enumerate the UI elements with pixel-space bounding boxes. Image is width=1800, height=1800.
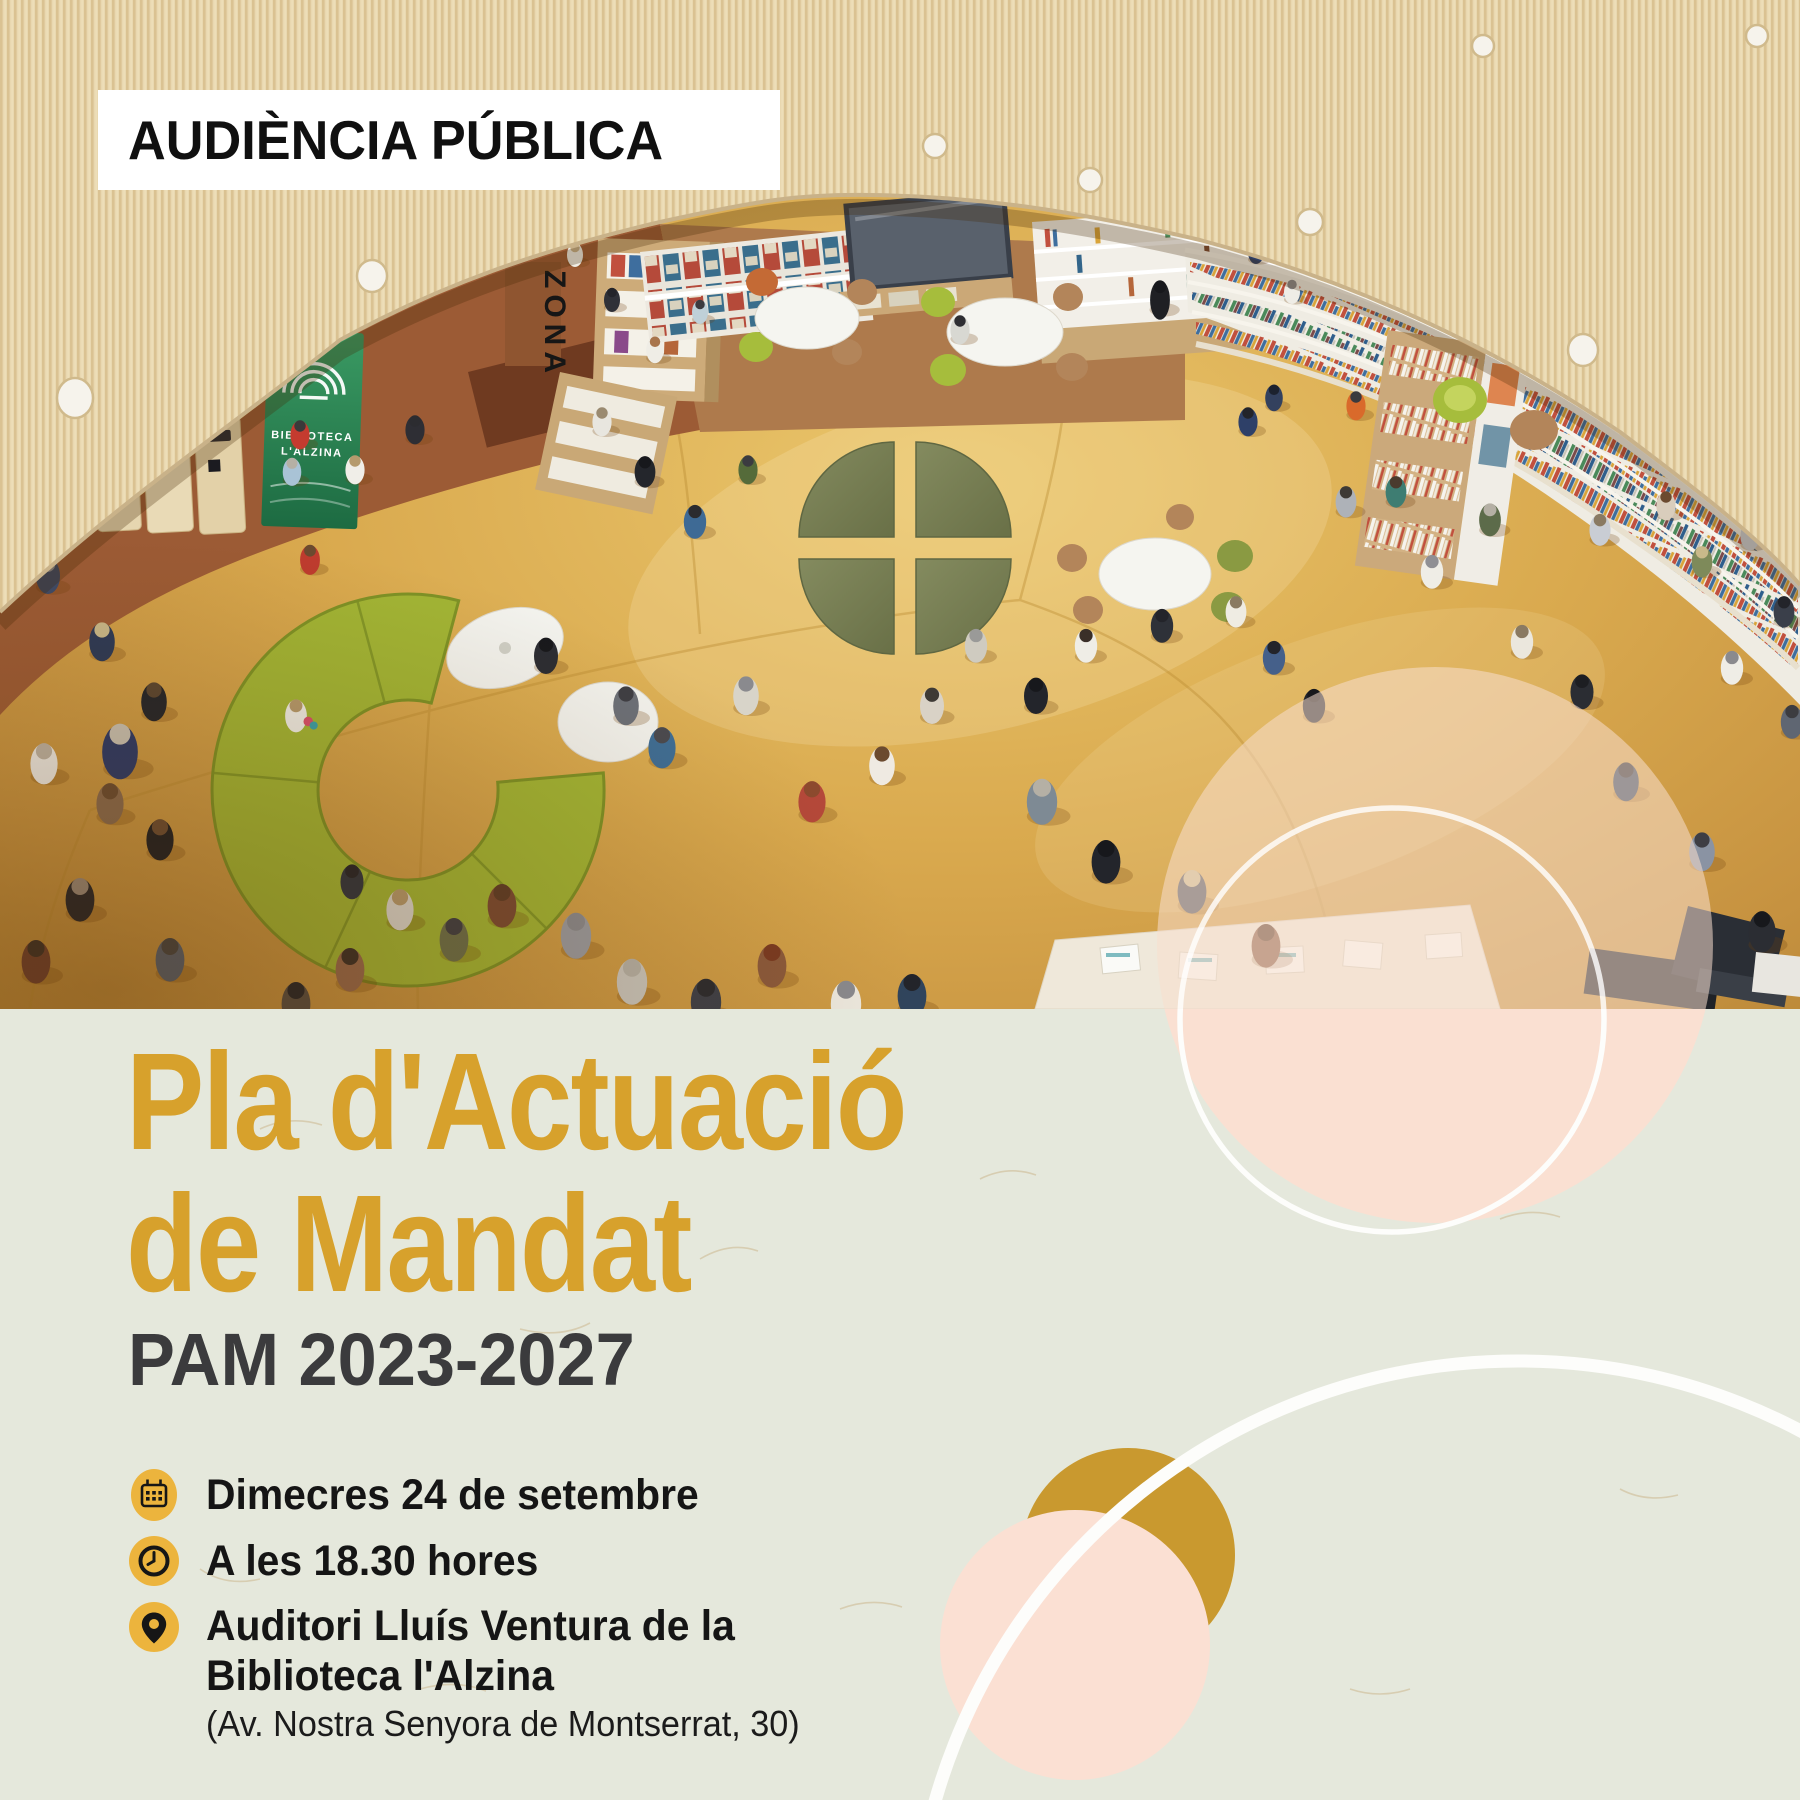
event-type-banner — [98, 90, 780, 190]
event-place-block — [206, 1601, 831, 1747]
peach-circle-upper — [1157, 1009, 1713, 1223]
event-place-line-2: Biblioteca l'Alzina — [206, 1652, 554, 1700]
page-subtitle: PAM 2023-2027 — [128, 1318, 635, 1401]
title-line-1: Pla d'Actuació — [126, 1025, 906, 1179]
event-date-row — [128, 1469, 948, 1521]
page-title — [126, 1025, 1043, 1321]
event-time-row — [128, 1535, 948, 1587]
event-address: (Av. Nostra Senyora de Montserrat, 30) — [206, 1703, 800, 1744]
event-place-row — [128, 1601, 948, 1747]
event-details — [128, 1469, 948, 1747]
event-place-line-1: Auditori Lluís Ventura de la — [206, 1602, 735, 1650]
clock-icon — [128, 1535, 180, 1587]
location-pin-icon — [128, 1601, 180, 1653]
info-section — [0, 1009, 1800, 1800]
event-time-label: A les 18.30 hores — [206, 1537, 539, 1585]
event-type-label: AUDIÈNCIA PÚBLICA — [128, 109, 664, 171]
calendar-icon — [128, 1469, 180, 1521]
event-date-label: Dimecres 24 de setembre — [206, 1471, 699, 1519]
title-line-2: de Mandat — [126, 1167, 691, 1321]
